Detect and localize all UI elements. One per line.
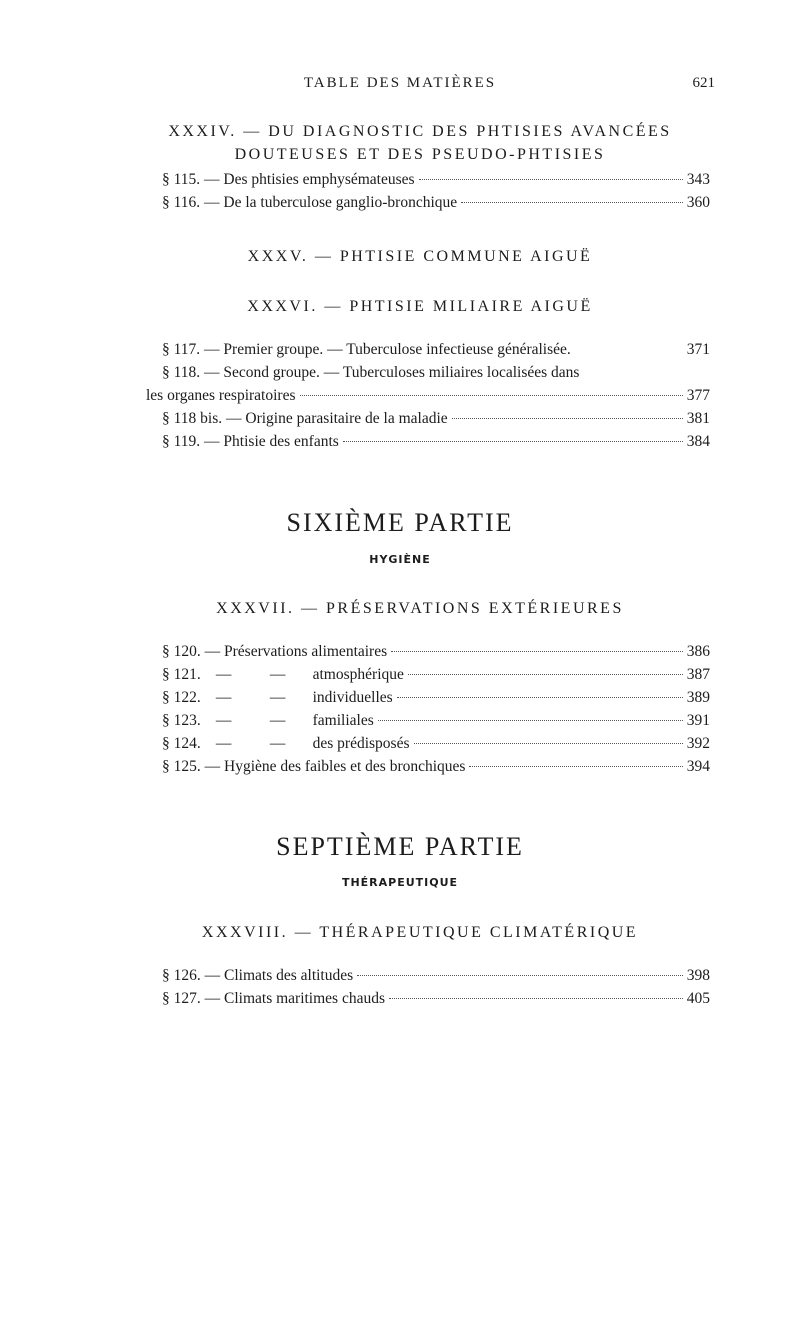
part-6-subtitle: HYGIÈNE bbox=[369, 553, 431, 566]
toc-entry-page: 360 bbox=[686, 194, 710, 211]
toc-entry-text: § 118 bis. — Origine parasitaire de la maladie bbox=[162, 410, 448, 427]
toc-entry-text: § 126. — Climats des altitudes bbox=[162, 967, 354, 984]
toc-entry-page: 394 bbox=[686, 758, 710, 775]
toc-entry-page: 398 bbox=[686, 967, 710, 984]
page-number: 621 bbox=[692, 75, 715, 91]
chapter-34-title-line1: XXXIV. — DU DIAGNOSTIC DES PHTISIES AVANCÉES bbox=[168, 123, 672, 140]
running-header bbox=[0, 75, 800, 97]
toc-entry-text: des prédisposés bbox=[312, 735, 410, 752]
toc-entry-text-cont: les organes respiratoires bbox=[146, 387, 296, 404]
toc-entry-text: § 119. — Phtisie des enfants bbox=[162, 433, 339, 450]
chapter-34-title bbox=[100, 120, 740, 166]
chapter-38-title: XXXVIII. — THÉRAPEUTIQUE CLIMATÉRIQUE bbox=[201, 924, 639, 941]
toc-entry-number: § 122. bbox=[162, 689, 201, 706]
toc-entry-page: 384 bbox=[686, 433, 710, 450]
toc-entry-page: 377 bbox=[686, 387, 710, 404]
toc-entry-121: § 121. — — atmosphérique 387 bbox=[162, 663, 710, 686]
toc-entry-text: § 118. — Second groupe. — Tuberculoses miliaires localisées dans bbox=[162, 364, 580, 381]
toc-entry-page: 371 bbox=[686, 341, 710, 358]
toc-entry-115 bbox=[162, 168, 710, 191]
chapter-35-title: XXXV. — PHTISIE COMMUNE AIGUË bbox=[247, 248, 593, 265]
part-7-subtitle: THÉRAPEUTIQUE bbox=[341, 876, 459, 889]
toc-entry-text: § 117. — Premier groupe. — Tuberculose infectieuse généralisée. bbox=[162, 341, 571, 358]
toc-entry-text: § 115. — Des phtisies emphysémateuses bbox=[162, 171, 415, 188]
chapter-36-title: XXXVI. — PHTISIE MILIAIRE AIGUË bbox=[247, 298, 593, 315]
toc-entry-page: 381 bbox=[686, 410, 710, 427]
chapter-37-title: XXXVII. — PRÉSERVATIONS EXTÉRIEURES bbox=[216, 600, 624, 617]
toc-entry-126 bbox=[162, 964, 710, 987]
toc-entry-127 bbox=[162, 987, 710, 1010]
toc-entry-page: 343 bbox=[686, 171, 710, 188]
toc-entry-text: Préservations alimentaires bbox=[224, 643, 388, 660]
toc-entry-text: familiales bbox=[312, 712, 374, 729]
toc-entry-page: 392 bbox=[686, 735, 710, 752]
toc-entry-text: atmosphérique bbox=[312, 666, 404, 683]
toc-entry-125: § 125. — Hygiène des faibles et des bronchiques 394 bbox=[162, 755, 710, 778]
toc-entry-page: 405 bbox=[686, 990, 710, 1007]
toc-entry-124: § 124. — — des prédisposés 392 bbox=[162, 732, 710, 755]
running-title: TABLE DES MATIÈRES bbox=[303, 75, 497, 91]
toc-entry-119 bbox=[162, 430, 710, 453]
toc-entry-116 bbox=[162, 191, 710, 214]
toc-entry-text: Hygiène des faibles et des bronchiques bbox=[224, 758, 466, 775]
part-6-title: SIXIÈME PARTIE bbox=[286, 508, 514, 537]
toc-entry-122: § 122. — — individuelles 389 bbox=[162, 686, 710, 709]
toc-entry-118 bbox=[162, 361, 710, 384]
toc-entry-number: § 120. bbox=[162, 643, 201, 660]
toc-entry-117 bbox=[162, 338, 710, 361]
toc-entry-120: § 120. — Préservations alimentaires 386 bbox=[162, 640, 710, 663]
toc-entry-page: 391 bbox=[686, 712, 710, 729]
toc-entry-number: § 121. bbox=[162, 666, 201, 683]
part-7-title: SEPTIÈME PARTIE bbox=[276, 832, 524, 861]
toc-entry-118-cont bbox=[146, 384, 710, 407]
toc-entry-number: § 123. bbox=[162, 712, 201, 729]
toc-entry-page: 387 bbox=[686, 666, 710, 683]
toc-entry-page: 389 bbox=[686, 689, 710, 706]
toc-entry-text: § 127. — Climats maritimes chauds bbox=[162, 990, 386, 1007]
toc-entry-page: 386 bbox=[686, 643, 710, 660]
toc-entry-number: § 125. bbox=[162, 758, 201, 775]
toc-entry-123: § 123. — — familiales 391 bbox=[162, 709, 710, 732]
toc-entry-118-bis bbox=[162, 407, 710, 430]
toc-entry-number: § 124. bbox=[162, 735, 201, 752]
chapter-34-title-line2: DOUTEUSES ET DES PSEUDO-PHTISIES bbox=[234, 146, 606, 164]
toc-entry-text: § 116. — De la tuberculose ganglio-bronchique bbox=[162, 194, 458, 211]
toc-entry-text: individuelles bbox=[312, 689, 393, 706]
